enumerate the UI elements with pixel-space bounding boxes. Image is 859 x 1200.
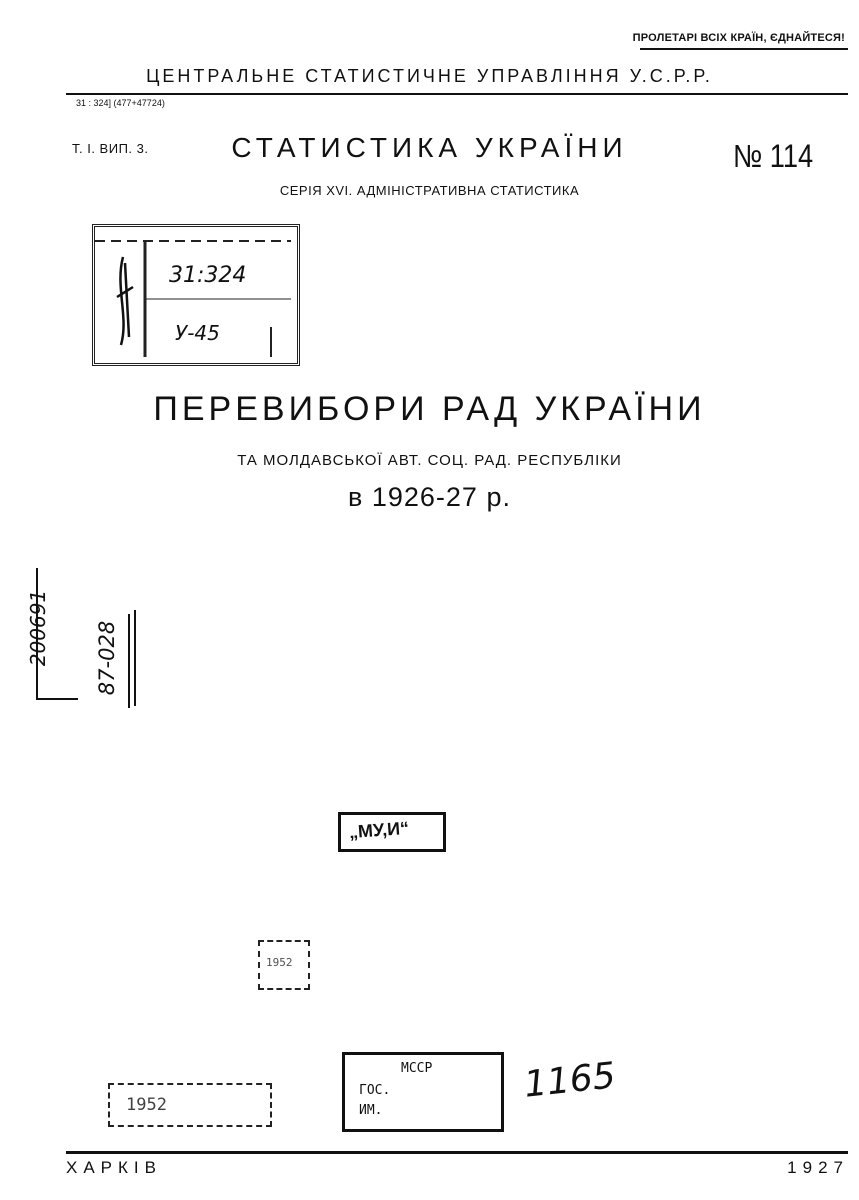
muzi-stamp (338, 812, 446, 852)
volume-info: Т. І. ВИП. 3. (72, 141, 149, 156)
small-stamp-text: 1952 (266, 956, 293, 969)
issue-number: № 114 (733, 138, 814, 174)
slogan: ПРОЛЕТАРІ ВСІХ КРАЇН, ЄДНАЙТЕСЯ! (632, 32, 845, 44)
organization-name: ЦЕНТРАЛЬНЕ СТАТИСТИЧНЕ УПРАВЛІННЯ У.С.Р.Р. (146, 66, 713, 86)
library-stamp-line3: ИМ. (359, 1103, 383, 1118)
handwritten-number: 1165 (522, 1055, 618, 1106)
main-title: ПЕРЕВИБОРИ РАД УКРАЇНИ (153, 390, 706, 428)
vertical-note-rule-b (134, 610, 136, 706)
library-stamp-line1: МССР (401, 1061, 433, 1076)
catalog-stamp (92, 224, 300, 366)
catalog-stamp-shelf: У-45 (175, 321, 220, 345)
subseries: СЕРІЯ XVI. АДМІНІСТРАТИВНА СТАТИСТИКА (279, 183, 580, 198)
vertical-note-box-2 (88, 610, 140, 710)
catalog-stamp-code: 31:324 (169, 263, 247, 288)
header-rule (66, 93, 848, 95)
vertical-note-2: 87-028 (95, 620, 120, 696)
library-stamp-line2: ГОС. (359, 1083, 391, 1098)
publication-year: 1927 (787, 1158, 849, 1177)
library-stamp (342, 1052, 504, 1132)
vertical-note-1: 200691 (26, 589, 51, 667)
vertical-note-box-1 (26, 568, 78, 700)
footer-rule (66, 1151, 848, 1154)
series-title: СТАТИСТИКА УКРАЇНИ (231, 132, 628, 163)
subtitle: ТА МОЛДАВСЬКОЇ АВТ. СОЦ. РАД. РЕСПУБЛІКИ (237, 452, 622, 469)
bottom-left-stamp (108, 1083, 272, 1127)
muzi-stamp-text: „МУ,И“ (348, 817, 410, 843)
bottom-left-stamp-text: 1952 (126, 1095, 167, 1115)
top-rule (640, 48, 848, 50)
years: в 1926-27 р. (348, 482, 511, 512)
small-stamp (258, 940, 310, 990)
catalog-code: 31 : 324] (477+47724) (76, 98, 165, 108)
vertical-note-rule-a (128, 614, 130, 708)
city: ХАРКІВ (66, 1158, 162, 1177)
